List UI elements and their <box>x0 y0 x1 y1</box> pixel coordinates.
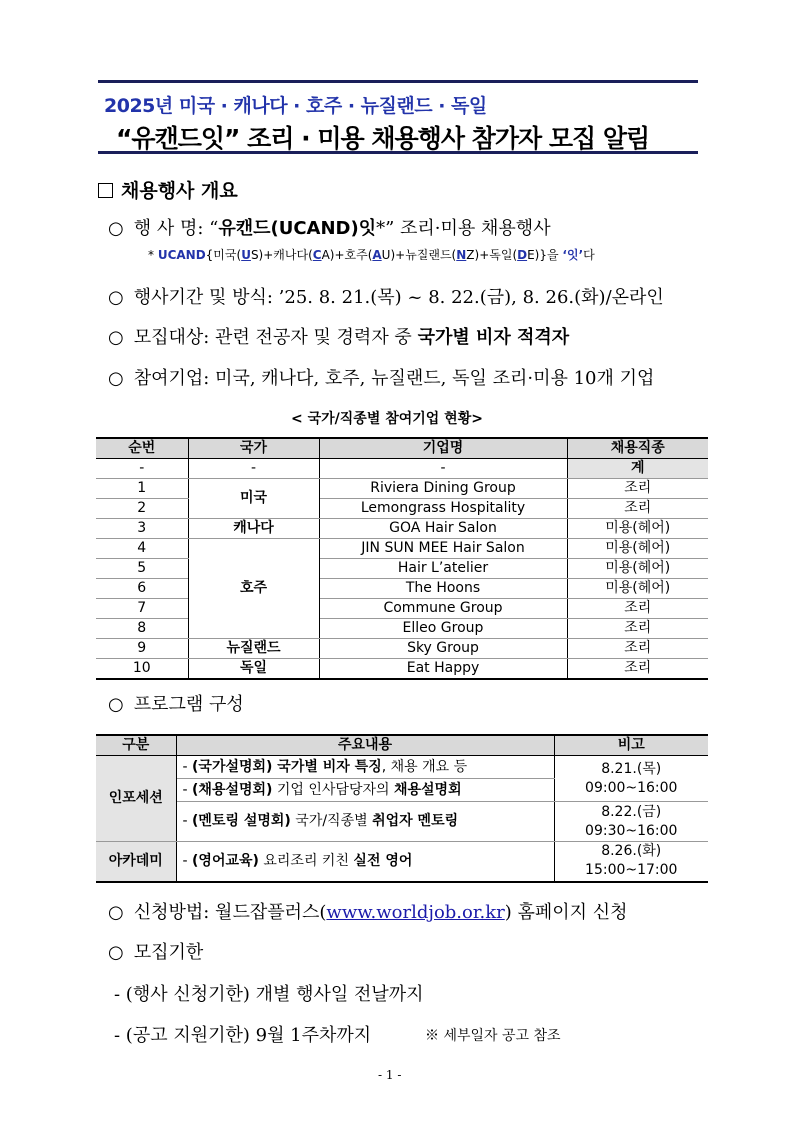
table-row: 1 미국 Riviera Dining Group 조리 <box>96 479 708 499</box>
info-session-label: 인포세션 <box>96 756 176 842</box>
schedule-line <box>108 283 664 309</box>
companies-table <box>96 437 708 680</box>
program-title: 프로그램 구성 <box>133 694 244 715</box>
title-box <box>98 80 698 154</box>
deadline-2: - (공고 지원기한) 9월 1주차까지 <box>114 1025 372 1046</box>
target-bold: 국가별 비자 적격자 <box>417 327 570 348</box>
target-text: 모집대상: 관련 전공자 및 경력자 중 <box>133 327 412 348</box>
academy-label: 아카데미 <box>96 842 176 882</box>
bullet-icon: ○ <box>108 327 124 348</box>
program-line <box>108 690 244 716</box>
table-row: 아카데미 - (영어교육) 요리조리 키친 실전 영어 8.26.(화) 15:00~17:00 <box>96 842 708 882</box>
program-table <box>96 734 708 883</box>
bullet-icon: ○ <box>108 218 124 239</box>
title-line-1: 2025년 미국 · 캐나다 · 호주 · 뉴질랜드 · 독일 <box>104 95 487 117</box>
table-row: 6 The Hoons 미용(헤어) <box>96 579 708 599</box>
bullet-icon: ○ <box>108 902 124 923</box>
apply-line: ○ 신청방법: 월드잡플러스(www.worldjob.or.kr) 홈페이지 신청 <box>108 902 628 923</box>
table-row: 10 독일 Eat Happy 조리 <box>96 659 708 680</box>
bullet-icon: ○ <box>108 694 124 715</box>
event-name-star: * <box>376 218 386 239</box>
bullet-icon: ○ <box>108 287 124 308</box>
event-name-label: 행 사 명: “ <box>133 218 219 239</box>
section-heading <box>98 176 238 203</box>
title-line-2: “유캔드잇” 조리 · 미용 채용행사 참가자 모집 알림 <box>116 124 650 153</box>
deadline-title: 모집기한 <box>133 942 204 963</box>
table-row: 8 Elleo Group 조리 <box>96 619 708 639</box>
deadline-2-note: ※ 세부일자 공고 참조 <box>425 1028 561 1044</box>
event-name-suffix: ” 조리·미용 채용행사 <box>385 218 551 239</box>
bullet-icon: ○ <box>108 942 124 963</box>
ucand-note: * UCAND{미국(US)+캐나다(CA)+호주(AU)+뉴질랜드(NZ)+독일(DE)}을 ‘잇’다 <box>148 248 595 262</box>
companies-line <box>108 364 654 390</box>
table-header-row: 순번 국가 기업명 채용직종 <box>96 438 708 459</box>
bullet-icon: ○ <box>108 368 124 389</box>
table-row: 인포세션 - (국가설명회) 국가별 비자 특징, 채용 개요 등 8.21.(목) 09:00~16:00 <box>96 756 708 779</box>
table-row: 3 캐나다 GOA Hair Salon 미용(헤어) <box>96 519 708 539</box>
event-name: 유캔드(UCAND)잇 <box>218 218 377 239</box>
companies-text: 참여기업: 미국, 캐나다, 호주, 뉴질랜드, 독일 조리·미용 10개 기업 <box>133 368 655 389</box>
worldjob-link[interactable]: www.worldjob.or.kr <box>326 902 505 923</box>
schedule-text: 행사기간 및 방식: ’25. 8. 21.(목) ~ 8. 22.(금), 8. 26.(화)/온라인 <box>133 287 664 308</box>
table-row: 7 Commune Group 조리 <box>96 599 708 619</box>
page-number: - 1 - <box>378 1068 402 1082</box>
table-row: 5 Hair L’atelier 미용(헤어) <box>96 559 708 579</box>
table-row: - (채용설명회) 기업 인사담당자의 채용설명회 <box>96 779 708 802</box>
deadline-1: - (행사 신청기한) 개별 행사일 전날까지 <box>114 984 424 1005</box>
event-name-line <box>108 214 551 240</box>
section-title: 채용행사 개요 <box>121 180 238 202</box>
table-header-row: 구분 주요내용 비고 <box>96 735 708 756</box>
table-row: - (멘토링 설명회) 국가/직종별 취업자 멘토링 8.22.(금) 09:30~16:00 <box>96 802 708 842</box>
table-caption: < 국가/직종별 참여기업 현황> <box>291 411 483 427</box>
table-row: 4 호주 JIN SUN MEE Hair Salon 미용(헤어) <box>96 539 708 559</box>
checkbox-icon <box>98 183 113 198</box>
table-row: - - - 계 <box>96 459 708 479</box>
table-row: 2 Lemongrass Hospitality 조리 <box>96 499 708 519</box>
table-row: 9 뉴질랜드 Sky Group 조리 <box>96 639 708 659</box>
deadline-line <box>108 938 203 964</box>
target-line <box>108 323 569 349</box>
